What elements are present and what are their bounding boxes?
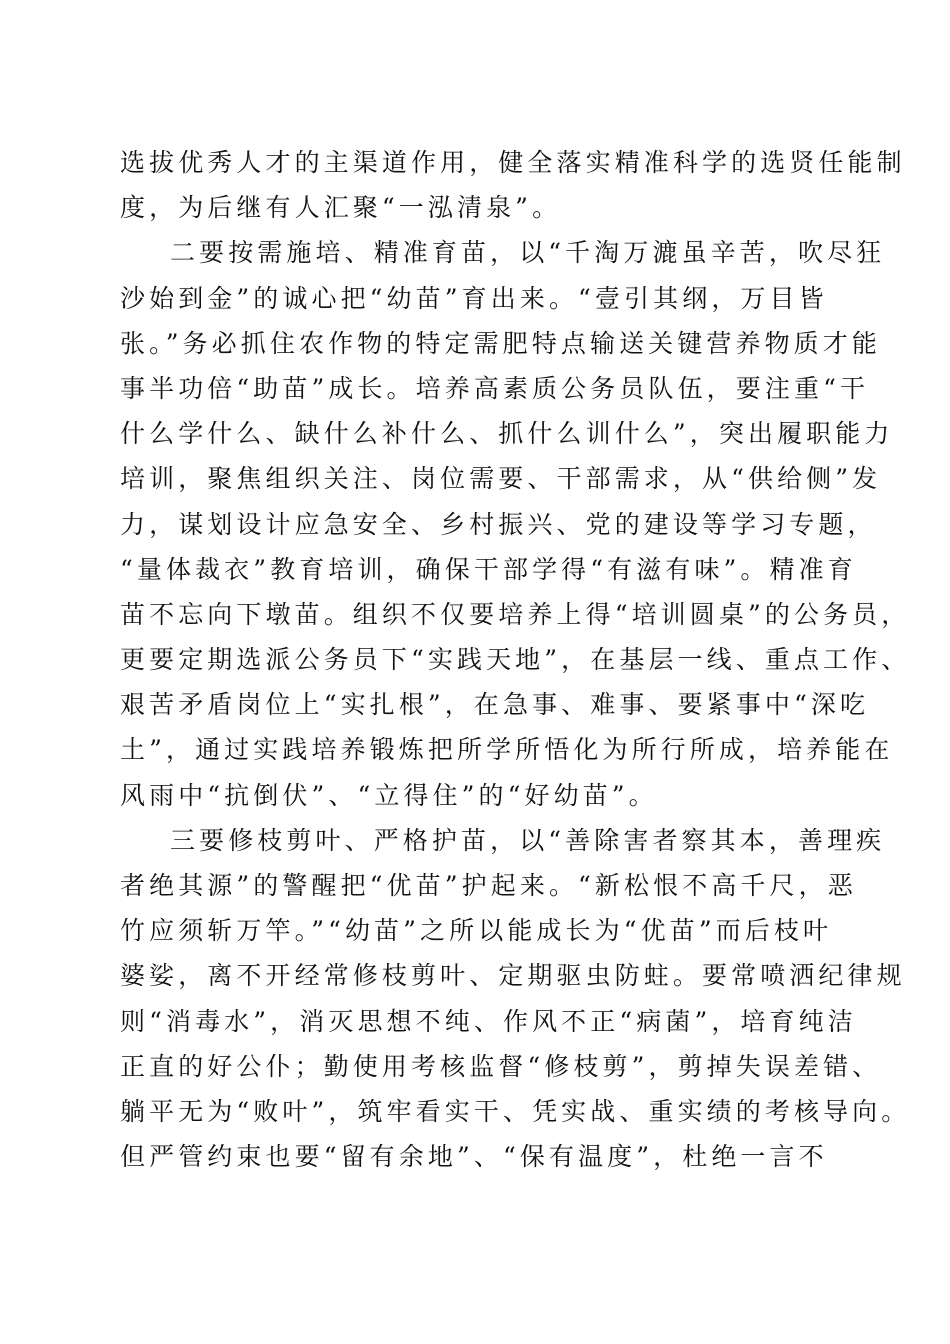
- text-line: 正直的好公仆；勤使用考核监督“修枝剪”，剪掉失误差错、: [120, 1051, 882, 1081]
- text-line: 力，谋划设计应急安全、乡村振兴、党的建设等学习专题，: [120, 509, 877, 539]
- paragraph-start-line: 二要按需施培、精准育苗，以“千淘万漉虽辛苦，吹尽狂: [170, 238, 886, 268]
- paragraph-start-line: 三要修枝剪叶、严格护苗，以“善除害者察其本，善理疾: [170, 825, 886, 855]
- text-line: 者绝其源”的警醒把“优苗”护起来。“新松恨不高千尺，恶: [120, 871, 857, 900]
- text-line: 度，为后继有人汇聚“一泓清泉”。: [120, 193, 562, 223]
- text-line: 但严管约束也要“留有余地”、“保有温度”，杜绝一言不: [120, 1142, 828, 1172]
- text-line: “量体裁衣”教育培训，确保干部学得“有滋有味”。精准育: [120, 554, 857, 584]
- text-line: 风雨中“抗倒伏”、“立得住”的“好幼苗”。: [120, 780, 658, 810]
- text-line: 躺平无为“败叶”，筑牢看实干、凭实战、重实绩的考核导向。: [120, 1096, 911, 1126]
- text-line: 竹应须斩万竿。”“幼苗”之所以能成长为“优苗”而后枝叶: [120, 916, 833, 946]
- text-line: 沙始到金”的诚心把“幼苗”育出来。“壹引其纲，万目皆: [120, 283, 828, 313]
- text-line: 艰苦矛盾岗位上“实扎根”，在急事、难事、要紧事中“深吃: [120, 690, 870, 720]
- body-text: [120, 140, 911, 1179]
- text-line: 培训，聚焦组织关注、岗位需要、干部需求，从“供给侧”发: [120, 464, 882, 494]
- text-line: 选拔优秀人才的主渠道作用，健全落实精准科学的选贤任能制: [120, 148, 906, 177]
- text-line: 更要定期选派公务员下“实践天地”，在基层一线、重点工作、: [120, 645, 911, 675]
- text-line: 事半功倍“助苗”成长。培养高素质公务员队伍，要注重“干: [120, 373, 870, 403]
- text-line: 土”，通过实践培养锻炼把所学所悟化为所行所成，培养能在: [120, 735, 894, 765]
- text-line: 苗不忘向下墩苗。组织不仅要培养上得“培训圆桌”的公务员，: [120, 599, 911, 629]
- text-line: 婆娑，离不开经常修枝剪叶、定期驱虫防蛀。要常喷洒纪律规: [120, 961, 906, 991]
- text-line: 张。”务必抓住农作物的特定需肥特点输送关键营养物质才能: [120, 328, 881, 358]
- text-line: 则“消毒水”，消灭思想不纯、作风不正“病菌”，培育纯洁: [120, 1006, 857, 1036]
- text-line: 什么学什么、缺什么补什么、抓什么训什么”，突出履职能力: [120, 419, 894, 449]
